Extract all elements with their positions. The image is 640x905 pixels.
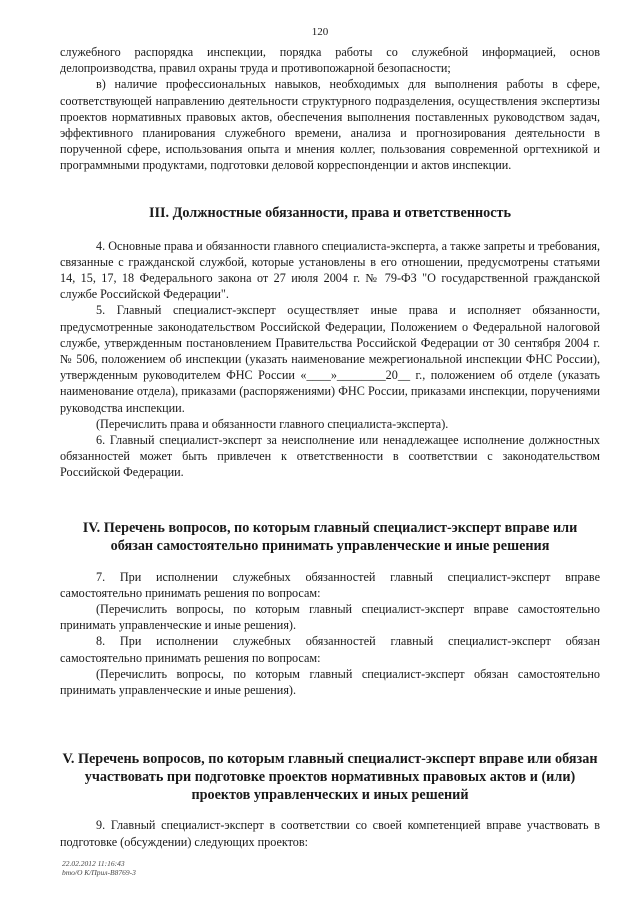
intro-item-v: в) наличие профессиональных навыков, необходимых для выполнения работы в сфере, соответствующей направлению деятельности структурного подразделения, осуществления экспертизы проектов нормативных правовых актов, обеспечения выполнения поставленных руководством задач, эффективного планирования служебного времени, анализа и прогнозирования деятельности в порученной сфере, использования опыта и мнения коллег, пользования современной оргтехникой и программными продуктами, подготовки деловой корреспонденции и актов инспекции.: [60, 77, 600, 173]
footer-file-reference: bmo/O К/Прил-В8769-3: [62, 868, 136, 877]
section-3-heading: III. Должностные обязанности, права и ответственность: [148, 204, 512, 221]
paragraph-7: 7. При исполнении служебных обязанностей главный специалист-эксперт вправе самостоятельно принимать решения по вопросам:: [60, 569, 600, 600]
section-5-heading: V. Перечень вопросов, по которым главный специалист-эксперт вправе или обязан участвовать при подготовке проектов нормативных правовых актов и (или) проектов управленческих и иных решений: [62, 751, 598, 804]
paragraph-7-note: (Перечислить вопросы, по которым главный специалист-эксперт вправе самостоятельно принимать управленческие и иные решения).: [60, 602, 600, 633]
document-footer: [62, 859, 136, 877]
paragraph-6: 6. Главный специалист-эксперт за неисполнение или ненадлежащее исполнение должностных обязанностей может быть привлечен к ответственности в соответствии с законодательством Российской Федерации.: [60, 433, 600, 480]
paragraph-5: 5. Главный специалист-эксперт осуществляет иные права и исполняет обязанности, предусмотренные законодательством Российской Федерации, Положением о Федеральной налоговой службе, утвержденным постановлением Правительства Российской Федерации от 30 сентября 2004 г. № 506, положением об инспекции (указать наименование межрегиональной инспекции ФНС России), утвержденным руководителем ФНС России «____»________20__ г., положением об отделе (указать наименование отдела), приказами (распоряжениями) ФНС России, приказами инспекции, поручениями руководства инспекции.: [60, 303, 600, 415]
paragraph-5-note: (Перечислить права и обязанности главного специалиста-эксперта).: [96, 416, 449, 431]
paragraph-8-note: (Перечислить вопросы, по которым главный специалист-эксперт обязан самостоятельно принимать управленческие и иные решения).: [60, 666, 600, 698]
paragraph-9: 9. Главный специалист-эксперт в соответствии со своей компетенцией вправе участвовать в подготовке (обсуждении) следующих проектов:: [60, 818, 600, 849]
footer-timestamp: 22.02.2012 11:16:43: [62, 859, 125, 868]
page-number: 120: [311, 26, 329, 38]
paragraph-8: 8. При исполнении служебных обязанностей главный специалист-эксперт обязан самостоятельно принимать решения по вопросам:: [60, 634, 600, 665]
page-content: [60, 44, 600, 850]
section-4-heading: IV. Перечень вопросов, по которым главный специалист-эксперт вправе или обязан самостоятельно принимать управленческие и иные решения: [82, 519, 578, 554]
intro-continuation: служебного распорядка инспекции, порядка работы со служебной информацией, основ делопроизводства, правил охраны труда и противопожарной безопасности;: [60, 45, 600, 76]
paragraph-4: 4. Основные права и обязанности главного специалиста-эксперта, а также запреты и требования, связанные с гражданской службой, которые установлены в его отношении, предусмотрены статьями 14, 15, 17, 18 Федерального закона от 27 июля 2004 г. № 79-ФЗ "О государственной гражданской службе Российской Федерации".: [60, 238, 600, 302]
